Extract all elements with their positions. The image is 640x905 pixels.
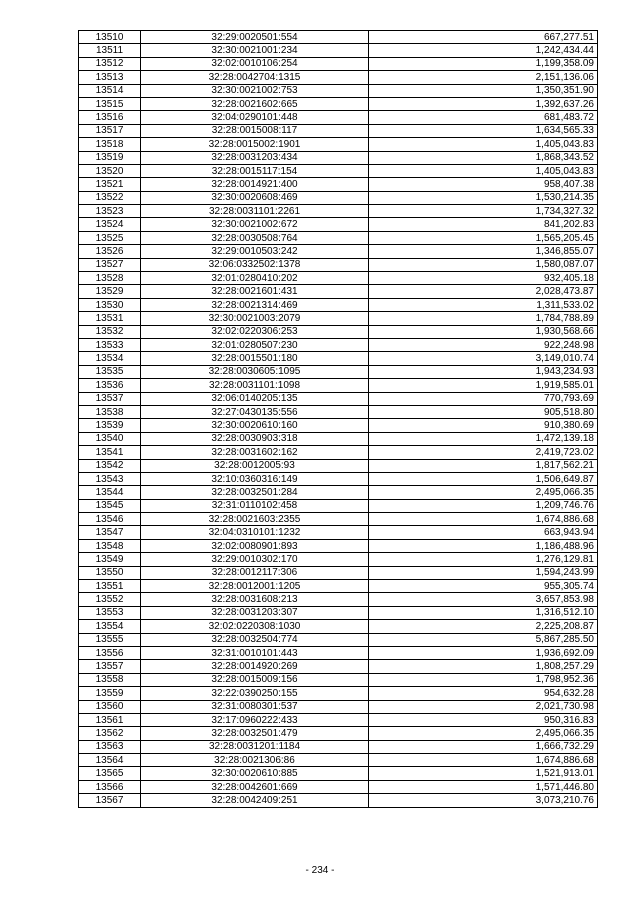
row-number-cell: 13558 bbox=[79, 673, 141, 686]
cadastral-number-cell: 32:28:0014921:400 bbox=[141, 178, 369, 191]
cadastral-value-cell: 1,316,512.10 bbox=[369, 606, 598, 619]
cadastral-value-cell: 1,530,214.35 bbox=[369, 191, 598, 204]
cadastral-number-cell: 32:28:0031101:1098 bbox=[141, 379, 369, 392]
row-number-cell: 13544 bbox=[79, 486, 141, 499]
cadastral-number-cell: 32:28:0015501:180 bbox=[141, 352, 369, 365]
cadastral-value-cell: 1,346,855.07 bbox=[369, 245, 598, 258]
table-row bbox=[79, 740, 598, 753]
row-number-cell: 13519 bbox=[79, 151, 141, 164]
table-row bbox=[79, 660, 598, 673]
row-number-cell: 13548 bbox=[79, 539, 141, 552]
cadastral-number-cell: 32:28:0030903:318 bbox=[141, 432, 369, 445]
cadastral-number-cell: 32:28:0021314:469 bbox=[141, 298, 369, 311]
cadastral-value-cell: 1,919,585.01 bbox=[369, 379, 598, 392]
table-row bbox=[79, 539, 598, 552]
table-row bbox=[79, 151, 598, 164]
cadastral-value-cell: 3,657,853.98 bbox=[369, 593, 598, 606]
cadastral-number-cell: 32:28:0032501:284 bbox=[141, 486, 369, 499]
cadastral-value-cell: 1,209,746.76 bbox=[369, 499, 598, 512]
cadastral-number-cell: 32:28:0042601:669 bbox=[141, 780, 369, 793]
cadastral-number-cell: 32:30:0021002:753 bbox=[141, 84, 369, 97]
cadastral-number-cell: 32:28:0015008:117 bbox=[141, 124, 369, 137]
cadastral-value-cell: 1,565,205.45 bbox=[369, 231, 598, 244]
cadastral-value-cell: 905,518.80 bbox=[369, 405, 598, 418]
cadastral-number-cell: 32:02:0220308:1030 bbox=[141, 620, 369, 633]
table-row bbox=[79, 513, 598, 526]
cadastral-number-cell: 32:02:0220306:253 bbox=[141, 325, 369, 338]
table-row bbox=[79, 593, 598, 606]
table-row bbox=[79, 633, 598, 646]
row-number-cell: 13557 bbox=[79, 660, 141, 673]
table-row bbox=[79, 164, 598, 177]
row-number-cell: 13565 bbox=[79, 767, 141, 780]
row-number-cell: 13567 bbox=[79, 794, 141, 807]
cadastral-value-cell: 1,930,568.66 bbox=[369, 325, 598, 338]
cadastral-value-cell: 1,634,565.33 bbox=[369, 124, 598, 137]
cadastral-value-cell: 1,674,886.68 bbox=[369, 754, 598, 767]
cadastral-value-cell: 1,594,243.99 bbox=[369, 566, 598, 579]
cadastral-value-cell: 5,867,285.50 bbox=[369, 633, 598, 646]
cadastral-value-cell: 1,817,562.21 bbox=[369, 459, 598, 472]
table-row bbox=[79, 673, 598, 686]
cadastral-value-cell: 841,202.83 bbox=[369, 218, 598, 231]
cadastral-value-cell: 1,784,788.89 bbox=[369, 312, 598, 325]
cadastral-number-cell: 32:31:0080301:537 bbox=[141, 700, 369, 713]
cadastral-value-table bbox=[78, 30, 598, 808]
row-number-cell: 13534 bbox=[79, 352, 141, 365]
cadastral-value-cell: 2,225,208.87 bbox=[369, 620, 598, 633]
table-row bbox=[79, 352, 598, 365]
cadastral-number-cell: 32:30:0021001:234 bbox=[141, 44, 369, 57]
table-row bbox=[79, 700, 598, 713]
row-number-cell: 13546 bbox=[79, 513, 141, 526]
cadastral-number-cell: 32:22:0390250:155 bbox=[141, 687, 369, 700]
cadastral-value-cell: 3,073,210.76 bbox=[369, 794, 598, 807]
table-row bbox=[79, 325, 598, 338]
cadastral-value-cell: 1,674,886.68 bbox=[369, 513, 598, 526]
cadastral-value-cell: 910,380.69 bbox=[369, 419, 598, 432]
table-row bbox=[79, 794, 598, 807]
cadastral-number-cell: 32:28:0021601:431 bbox=[141, 285, 369, 298]
cadastral-value-cell: 2,495,066.35 bbox=[369, 727, 598, 740]
cadastral-value-cell: 1,392,637.26 bbox=[369, 97, 598, 110]
cadastral-value-cell: 1,276,129.81 bbox=[369, 553, 598, 566]
row-number-cell: 13511 bbox=[79, 44, 141, 57]
row-number-cell: 13524 bbox=[79, 218, 141, 231]
cadastral-value-cell: 1,936,692.09 bbox=[369, 646, 598, 659]
row-number-cell: 13525 bbox=[79, 231, 141, 244]
cadastral-number-cell: 32:28:0032504:774 bbox=[141, 633, 369, 646]
table-row bbox=[79, 472, 598, 485]
cadastral-number-cell: 32:31:0010101:443 bbox=[141, 646, 369, 659]
row-number-cell: 13528 bbox=[79, 272, 141, 285]
row-number-cell: 13547 bbox=[79, 526, 141, 539]
row-number-cell: 13563 bbox=[79, 740, 141, 753]
cadastral-value-cell: 955,305.74 bbox=[369, 580, 598, 593]
table-row bbox=[79, 124, 598, 137]
cadastral-number-cell: 32:28:0015117:154 bbox=[141, 164, 369, 177]
table-row bbox=[79, 687, 598, 700]
row-number-cell: 13516 bbox=[79, 111, 141, 124]
cadastral-value-cell: 1,350,351.90 bbox=[369, 84, 598, 97]
row-number-cell: 13515 bbox=[79, 97, 141, 110]
row-number-cell: 13561 bbox=[79, 713, 141, 726]
row-number-cell: 13531 bbox=[79, 312, 141, 325]
row-number-cell: 13556 bbox=[79, 646, 141, 659]
cadastral-number-cell: 32:01:0280410:202 bbox=[141, 272, 369, 285]
row-number-cell: 13541 bbox=[79, 446, 141, 459]
row-number-cell: 13552 bbox=[79, 593, 141, 606]
cadastral-value-cell: 1,186,488.96 bbox=[369, 539, 598, 552]
row-number-cell: 13554 bbox=[79, 620, 141, 633]
cadastral-number-cell: 32:28:0031101:2261 bbox=[141, 205, 369, 218]
table-body bbox=[79, 31, 598, 808]
cadastral-number-cell: 32:04:0290101:448 bbox=[141, 111, 369, 124]
row-number-cell: 13520 bbox=[79, 164, 141, 177]
cadastral-number-cell: 32:10:0360316:149 bbox=[141, 472, 369, 485]
row-number-cell: 13559 bbox=[79, 687, 141, 700]
row-number-cell: 13527 bbox=[79, 258, 141, 271]
table-row bbox=[79, 754, 598, 767]
cadastral-number-cell: 32:28:0031203:307 bbox=[141, 606, 369, 619]
row-number-cell: 13529 bbox=[79, 285, 141, 298]
table-row bbox=[79, 312, 598, 325]
cadastral-number-cell: 32:29:0010503:242 bbox=[141, 245, 369, 258]
cadastral-number-cell: 32:06:0140205:135 bbox=[141, 392, 369, 405]
row-number-cell: 13542 bbox=[79, 459, 141, 472]
table-row bbox=[79, 338, 598, 351]
table-row bbox=[79, 620, 598, 633]
cadastral-number-cell: 32:29:0010302:170 bbox=[141, 553, 369, 566]
cadastral-number-cell: 32:28:0031608:213 bbox=[141, 593, 369, 606]
row-number-cell: 13523 bbox=[79, 205, 141, 218]
table-row bbox=[79, 727, 598, 740]
row-number-cell: 13517 bbox=[79, 124, 141, 137]
row-number-cell: 13550 bbox=[79, 566, 141, 579]
cadastral-value-cell: 2,151,136.06 bbox=[369, 71, 598, 84]
row-number-cell: 13536 bbox=[79, 379, 141, 392]
cadastral-value-cell: 1,405,043.83 bbox=[369, 138, 598, 151]
row-number-cell: 13540 bbox=[79, 432, 141, 445]
row-number-cell: 13555 bbox=[79, 633, 141, 646]
table-row bbox=[79, 405, 598, 418]
table-row bbox=[79, 446, 598, 459]
cadastral-value-cell: 2,021,730.98 bbox=[369, 700, 598, 713]
row-number-cell: 13560 bbox=[79, 700, 141, 713]
table-row bbox=[79, 205, 598, 218]
row-number-cell: 13510 bbox=[79, 31, 141, 44]
table-row bbox=[79, 419, 598, 432]
table-row bbox=[79, 44, 598, 57]
cadastral-number-cell: 32:30:0021002:672 bbox=[141, 218, 369, 231]
cadastral-number-cell: 32:30:0020610:885 bbox=[141, 767, 369, 780]
cadastral-value-cell: 667,277.51 bbox=[369, 31, 598, 44]
cadastral-value-cell: 770,793.69 bbox=[369, 392, 598, 405]
cadastral-value-cell: 1,521,913.01 bbox=[369, 767, 598, 780]
row-number-cell: 13513 bbox=[79, 71, 141, 84]
cadastral-value-cell: 1,808,257.29 bbox=[369, 660, 598, 673]
cadastral-number-cell: 32:01:0280507:230 bbox=[141, 338, 369, 351]
table-row bbox=[79, 71, 598, 84]
cadastral-value-cell: 950,316.83 bbox=[369, 713, 598, 726]
cadastral-value-cell: 1,798,952.36 bbox=[369, 673, 598, 686]
cadastral-number-cell: 32:17:0960222:433 bbox=[141, 713, 369, 726]
row-number-cell: 13549 bbox=[79, 553, 141, 566]
row-number-cell: 13551 bbox=[79, 580, 141, 593]
table-row bbox=[79, 580, 598, 593]
table-row bbox=[79, 432, 598, 445]
cadastral-number-cell: 32:28:0021306:86 bbox=[141, 754, 369, 767]
page-number: - 234 - bbox=[305, 865, 335, 876]
cadastral-number-cell: 32:04:0310101:1232 bbox=[141, 526, 369, 539]
cadastral-number-cell: 32:28:0012005:93 bbox=[141, 459, 369, 472]
cadastral-number-cell: 32:29:0020501:554 bbox=[141, 31, 369, 44]
cadastral-number-cell: 32:28:0021603:2355 bbox=[141, 513, 369, 526]
cadastral-value-cell: 3,149,010.74 bbox=[369, 352, 598, 365]
table-row bbox=[79, 767, 598, 780]
row-number-cell: 13543 bbox=[79, 472, 141, 485]
row-number-cell: 13538 bbox=[79, 405, 141, 418]
cadastral-number-cell: 32:28:0030605:1095 bbox=[141, 365, 369, 378]
table-row bbox=[79, 31, 598, 44]
row-number-cell: 13537 bbox=[79, 392, 141, 405]
row-number-cell: 13564 bbox=[79, 754, 141, 767]
row-number-cell: 13518 bbox=[79, 138, 141, 151]
cadastral-number-cell: 32:06:0332502:1378 bbox=[141, 258, 369, 271]
table-row bbox=[79, 392, 598, 405]
table-row bbox=[79, 646, 598, 659]
cadastral-value-cell: 681,483.72 bbox=[369, 111, 598, 124]
cadastral-number-cell: 32:30:0020610:160 bbox=[141, 419, 369, 432]
table-row bbox=[79, 111, 598, 124]
row-number-cell: 13512 bbox=[79, 57, 141, 70]
cadastral-value-cell: 1,580,087.07 bbox=[369, 258, 598, 271]
row-number-cell: 13530 bbox=[79, 298, 141, 311]
cadastral-value-cell: 1,405,043.83 bbox=[369, 164, 598, 177]
table-row bbox=[79, 97, 598, 110]
table-row bbox=[79, 231, 598, 244]
cadastral-value-cell: 2,495,066.35 bbox=[369, 486, 598, 499]
table-row bbox=[79, 258, 598, 271]
cadastral-number-cell: 32:28:0030508:764 bbox=[141, 231, 369, 244]
cadastral-value-cell: 1,868,343.52 bbox=[369, 151, 598, 164]
row-number-cell: 13522 bbox=[79, 191, 141, 204]
row-number-cell: 13545 bbox=[79, 499, 141, 512]
cadastral-number-cell: 32:02:0080901:893 bbox=[141, 539, 369, 552]
row-number-cell: 13521 bbox=[79, 178, 141, 191]
cadastral-number-cell: 32:30:0021003:2079 bbox=[141, 312, 369, 325]
cadastral-value-cell: 922,248.98 bbox=[369, 338, 598, 351]
table-row bbox=[79, 57, 598, 70]
table-row bbox=[79, 606, 598, 619]
cadastral-number-cell: 32:30:0020608:469 bbox=[141, 191, 369, 204]
table-row bbox=[79, 526, 598, 539]
row-number-cell: 13514 bbox=[79, 84, 141, 97]
cadastral-number-cell: 32:28:0031602:162 bbox=[141, 446, 369, 459]
table-row bbox=[79, 245, 598, 258]
table-row bbox=[79, 191, 598, 204]
cadastral-value-cell: 1,311,533.02 bbox=[369, 298, 598, 311]
row-number-cell: 13535 bbox=[79, 365, 141, 378]
table-row bbox=[79, 285, 598, 298]
table-row bbox=[79, 218, 598, 231]
row-number-cell: 13532 bbox=[79, 325, 141, 338]
cadastral-number-cell: 32:28:0021602:665 bbox=[141, 97, 369, 110]
cadastral-value-cell: 1,571,446.80 bbox=[369, 780, 598, 793]
cadastral-number-cell: 32:28:0015002:1901 bbox=[141, 138, 369, 151]
table-row bbox=[79, 272, 598, 285]
cadastral-number-cell: 32:31:0110102:458 bbox=[141, 499, 369, 512]
table-row bbox=[79, 780, 598, 793]
cadastral-number-cell: 32:28:0015009:156 bbox=[141, 673, 369, 686]
cadastral-number-cell: 32:28:0012117:306 bbox=[141, 566, 369, 579]
row-number-cell: 13566 bbox=[79, 780, 141, 793]
cadastral-value-cell: 1,734,327.32 bbox=[369, 205, 598, 218]
table-row bbox=[79, 365, 598, 378]
cadastral-number-cell: 32:27:0430135:556 bbox=[141, 405, 369, 418]
row-number-cell: 13539 bbox=[79, 419, 141, 432]
table-row bbox=[79, 713, 598, 726]
row-number-cell: 13562 bbox=[79, 727, 141, 740]
table-row bbox=[79, 84, 598, 97]
table-row bbox=[79, 138, 598, 151]
cadastral-value-cell: 1,472,139.18 bbox=[369, 432, 598, 445]
cadastral-number-cell: 32:02:0010106:254 bbox=[141, 57, 369, 70]
table-row bbox=[79, 486, 598, 499]
table-row bbox=[79, 379, 598, 392]
cadastral-number-cell: 32:28:0014920:269 bbox=[141, 660, 369, 673]
table-row bbox=[79, 178, 598, 191]
cadastral-value-cell: 958,407.38 bbox=[369, 178, 598, 191]
cadastral-number-cell: 32:28:0032501:479 bbox=[141, 727, 369, 740]
cadastral-value-cell: 663,943.94 bbox=[369, 526, 598, 539]
cadastral-number-cell: 32:28:0031201:1184 bbox=[141, 740, 369, 753]
row-number-cell: 13553 bbox=[79, 606, 141, 619]
cadastral-value-cell: 954,632.28 bbox=[369, 687, 598, 700]
cadastral-value-cell: 1,242,434.44 bbox=[369, 44, 598, 57]
cadastral-number-cell: 32:28:0042704:1315 bbox=[141, 71, 369, 84]
cadastral-value-cell: 1,199,358.09 bbox=[369, 57, 598, 70]
row-number-cell: 13526 bbox=[79, 245, 141, 258]
cadastral-value-cell: 2,028,473.87 bbox=[369, 285, 598, 298]
cadastral-value-cell: 932,405.18 bbox=[369, 272, 598, 285]
cadastral-number-cell: 32:28:0042409:251 bbox=[141, 794, 369, 807]
table-row bbox=[79, 499, 598, 512]
cadastral-value-cell: 2,419,723.02 bbox=[369, 446, 598, 459]
table-row bbox=[79, 459, 598, 472]
table-row bbox=[79, 553, 598, 566]
cadastral-value-cell: 1,666,732.29 bbox=[369, 740, 598, 753]
row-number-cell: 13533 bbox=[79, 338, 141, 351]
cadastral-value-cell: 1,943,234.93 bbox=[369, 365, 598, 378]
cadastral-number-cell: 32:28:0012001:1205 bbox=[141, 580, 369, 593]
cadastral-number-cell: 32:28:0031203:434 bbox=[141, 151, 369, 164]
cadastral-value-cell: 1,506,649.87 bbox=[369, 472, 598, 485]
table-row bbox=[79, 298, 598, 311]
table-row bbox=[79, 566, 598, 579]
